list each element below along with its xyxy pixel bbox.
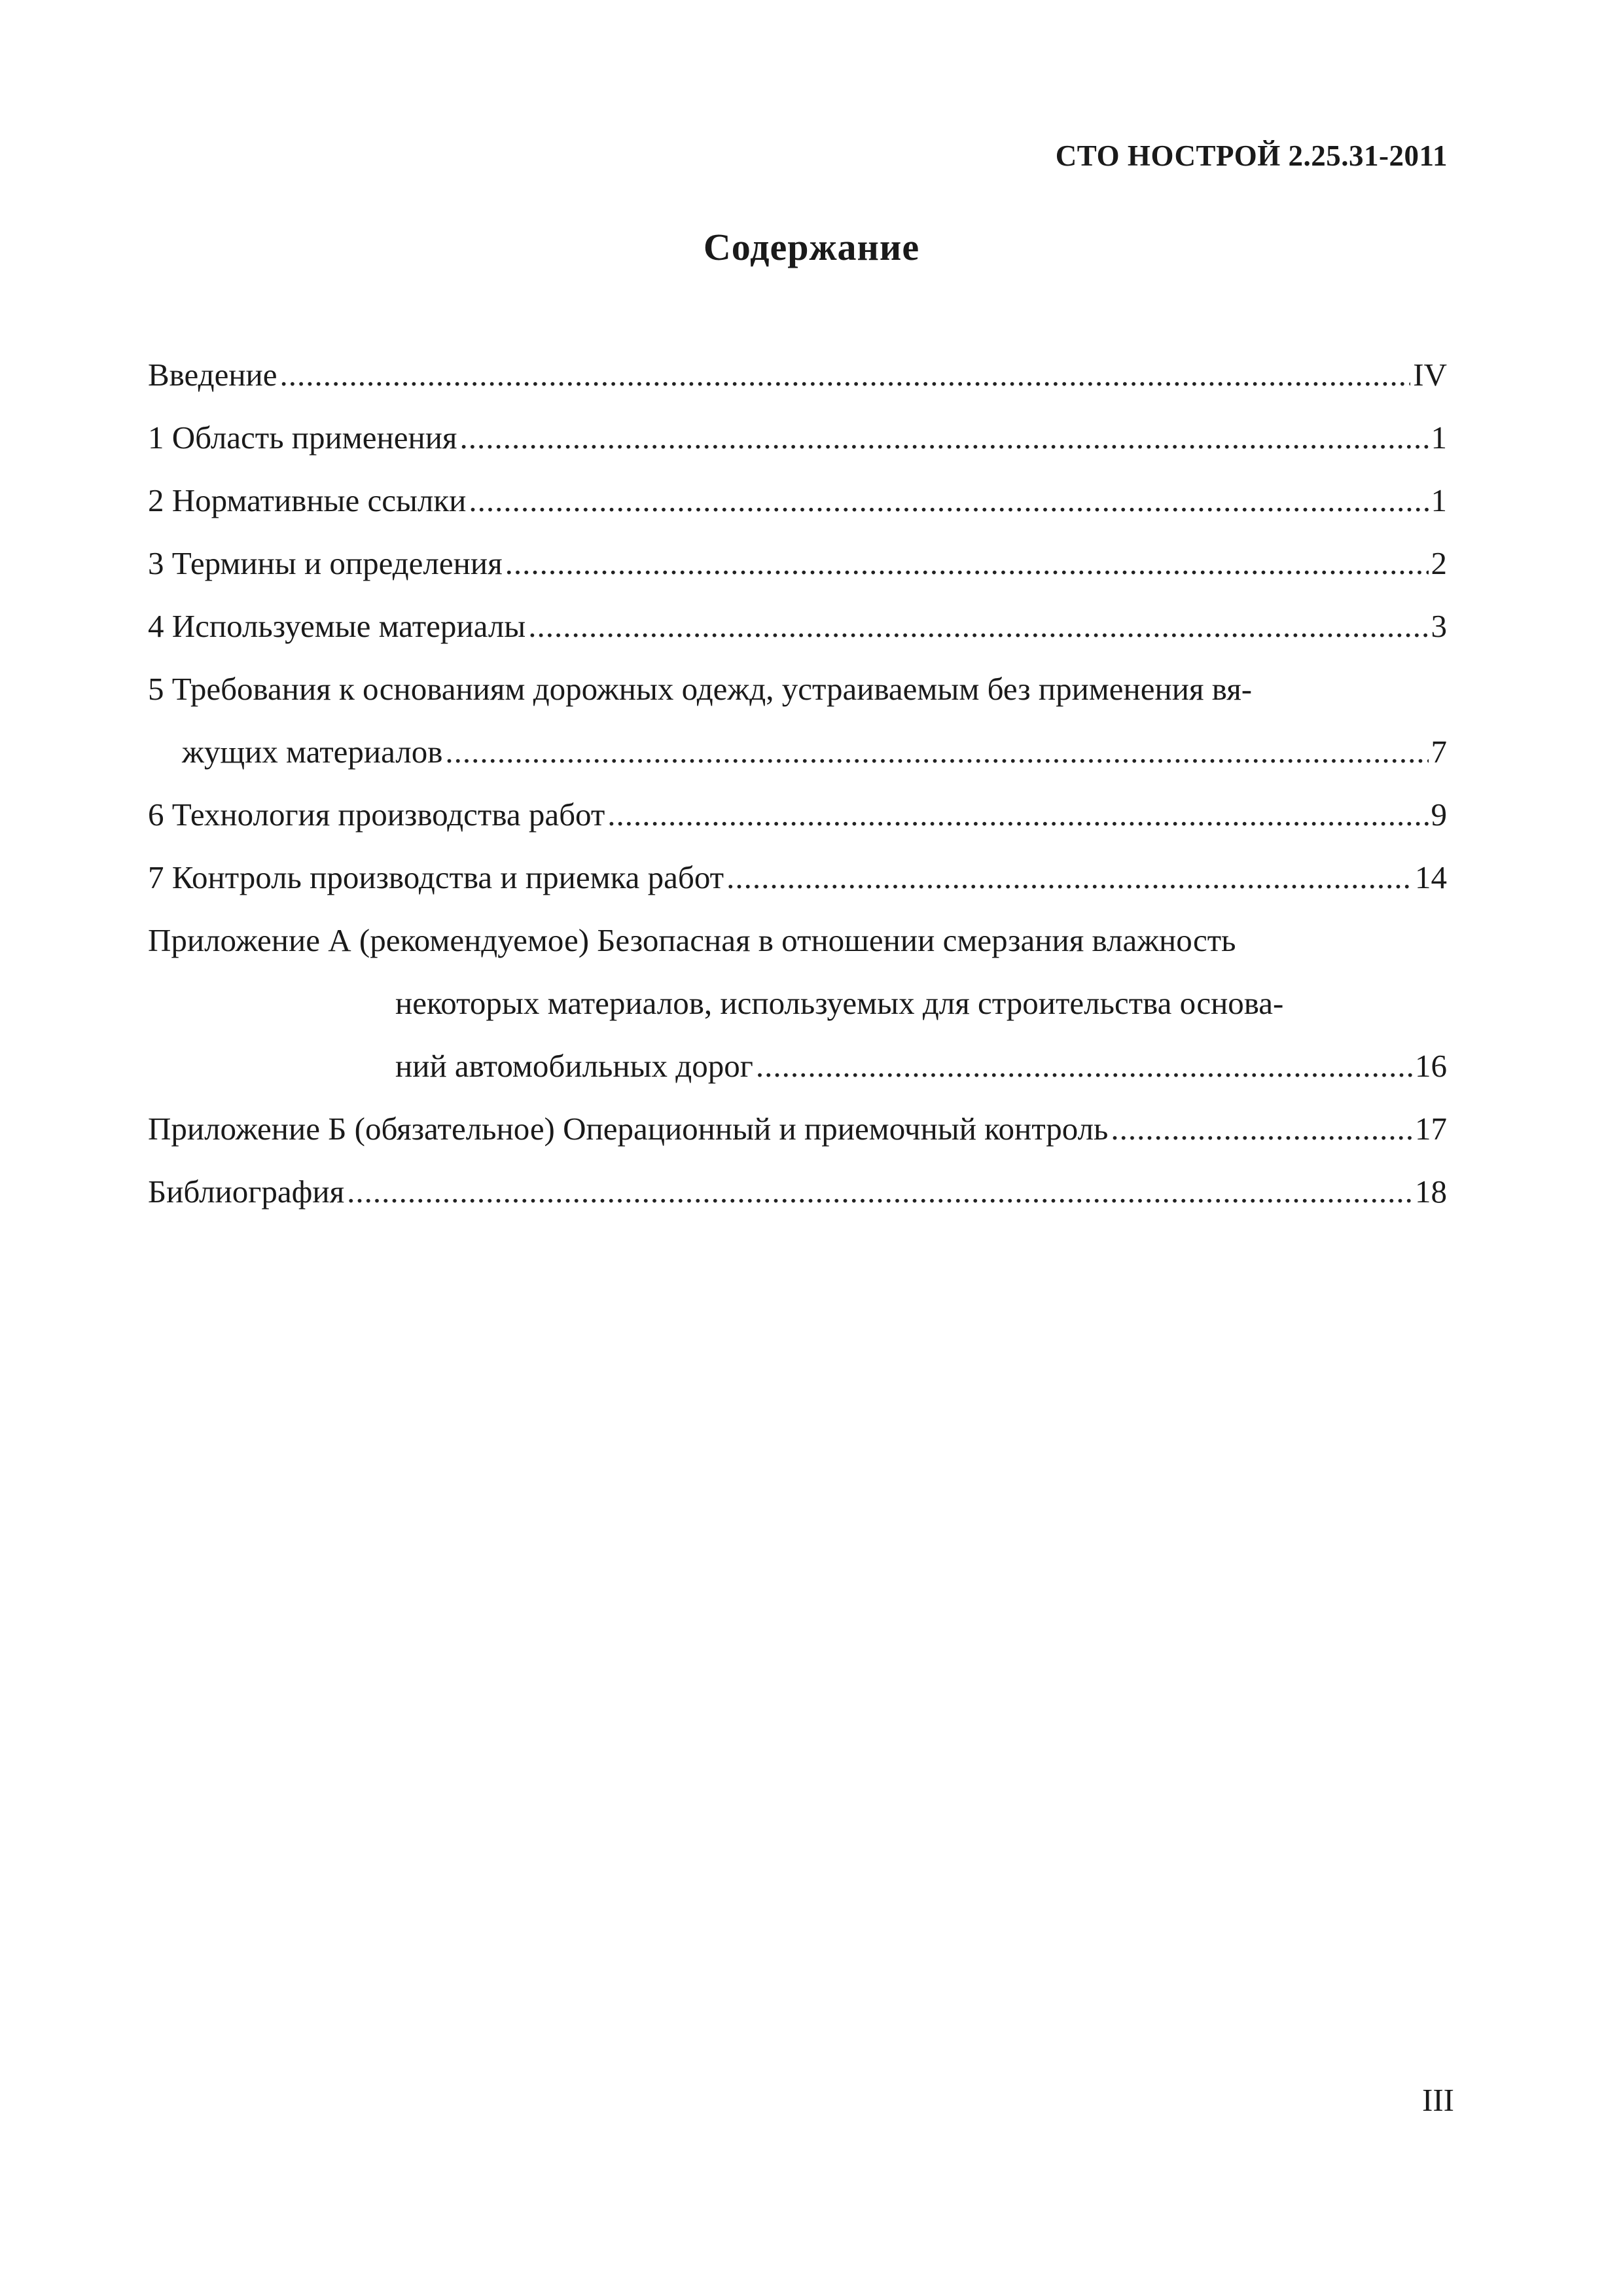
toc-leader-dots — [1111, 1098, 1412, 1160]
document-code: СТО НОСТРОЙ 2.25.31-2011 — [1055, 139, 1448, 172]
toc-leader-dots — [528, 595, 1428, 658]
toc-leader-dots — [280, 344, 1411, 406]
toc-entry-page: 3 — [1431, 608, 1447, 644]
toc-entry-label: Приложение Б (обязательное) Операционный и приемочный контроль — [148, 1111, 1109, 1147]
toc-entry-label: 7 Контроль производства и приемка работ — [148, 859, 724, 895]
toc-entry-materials[interactable] — [148, 595, 1447, 658]
toc-entry-page: 2 — [1431, 545, 1447, 581]
toc-entry-label: Введение — [148, 357, 277, 393]
toc-entry-label: 4 Используемые материалы — [148, 608, 526, 644]
toc-leader-dots — [726, 846, 1412, 909]
table-of-contents — [148, 344, 1447, 1223]
toc-entry-appendix-a[interactable] — [148, 909, 1447, 972]
toc-entry-requirements-continued[interactable] — [148, 721, 1447, 783]
toc-entry-label: 5 Требования к основаниям дорожных одежд, устраиваемым без применения вя- — [148, 671, 1253, 707]
toc-leader-dots — [459, 406, 1428, 469]
toc-entry-label: 1 Область применения — [148, 420, 457, 456]
toc-entry-label: 6 Технология производства работ — [148, 797, 605, 833]
toc-entry-introduction[interactable] — [148, 344, 1447, 406]
toc-entry-label: Библиография — [148, 1174, 345, 1210]
toc-entry-requirements[interactable] — [148, 658, 1447, 721]
toc-entry-terms[interactable] — [148, 532, 1447, 595]
page-title: Содержание — [703, 226, 920, 268]
toc-entry-page: 9 — [1431, 797, 1447, 833]
toc-entry-appendix-b[interactable] — [148, 1098, 1447, 1160]
toc-entry-page: 14 — [1415, 859, 1447, 895]
toc-leader-dots — [445, 721, 1428, 783]
toc-entry-label-continued: жущих материалов — [182, 734, 443, 770]
toc-entry-bibliography[interactable] — [148, 1160, 1447, 1223]
toc-entry-page: IV — [1413, 357, 1447, 393]
toc-entry-scope[interactable] — [148, 406, 1447, 469]
toc-entry-page: 17 — [1415, 1111, 1447, 1147]
toc-entry-label-continued: ний автомобильных дорог — [395, 1048, 753, 1084]
toc-entry-appendix-a-continued-1[interactable] — [148, 972, 1447, 1035]
toc-entry-control[interactable] — [148, 846, 1447, 909]
page-number: III — [1422, 2082, 1454, 2118]
toc-entry-technology[interactable] — [148, 783, 1447, 846]
toc-leader-dots — [756, 1035, 1412, 1098]
toc-entry-page: 18 — [1415, 1174, 1447, 1210]
toc-leader-dots — [469, 469, 1428, 532]
toc-entry-label-continued: некоторых материалов, используемых для строительства основа- — [395, 985, 1284, 1021]
toc-entry-label: Приложение А (рекомендуемое) Безопасная в отношении смерзания влажность — [148, 922, 1236, 958]
toc-entry-page: 7 — [1431, 734, 1447, 770]
toc-leader-dots — [505, 532, 1429, 595]
toc-entry-appendix-a-continued-2[interactable] — [148, 1035, 1447, 1098]
toc-entry-label: 2 Нормативные ссылки — [148, 482, 467, 518]
toc-leader-dots — [347, 1160, 1412, 1223]
toc-leader-dots — [607, 783, 1428, 846]
toc-entry-label: 3 Термины и определения — [148, 545, 503, 581]
toc-entry-page: 1 — [1431, 420, 1447, 456]
toc-entry-page: 16 — [1415, 1048, 1447, 1084]
toc-entry-page: 1 — [1431, 482, 1447, 518]
toc-entry-normative-references[interactable] — [148, 469, 1447, 532]
